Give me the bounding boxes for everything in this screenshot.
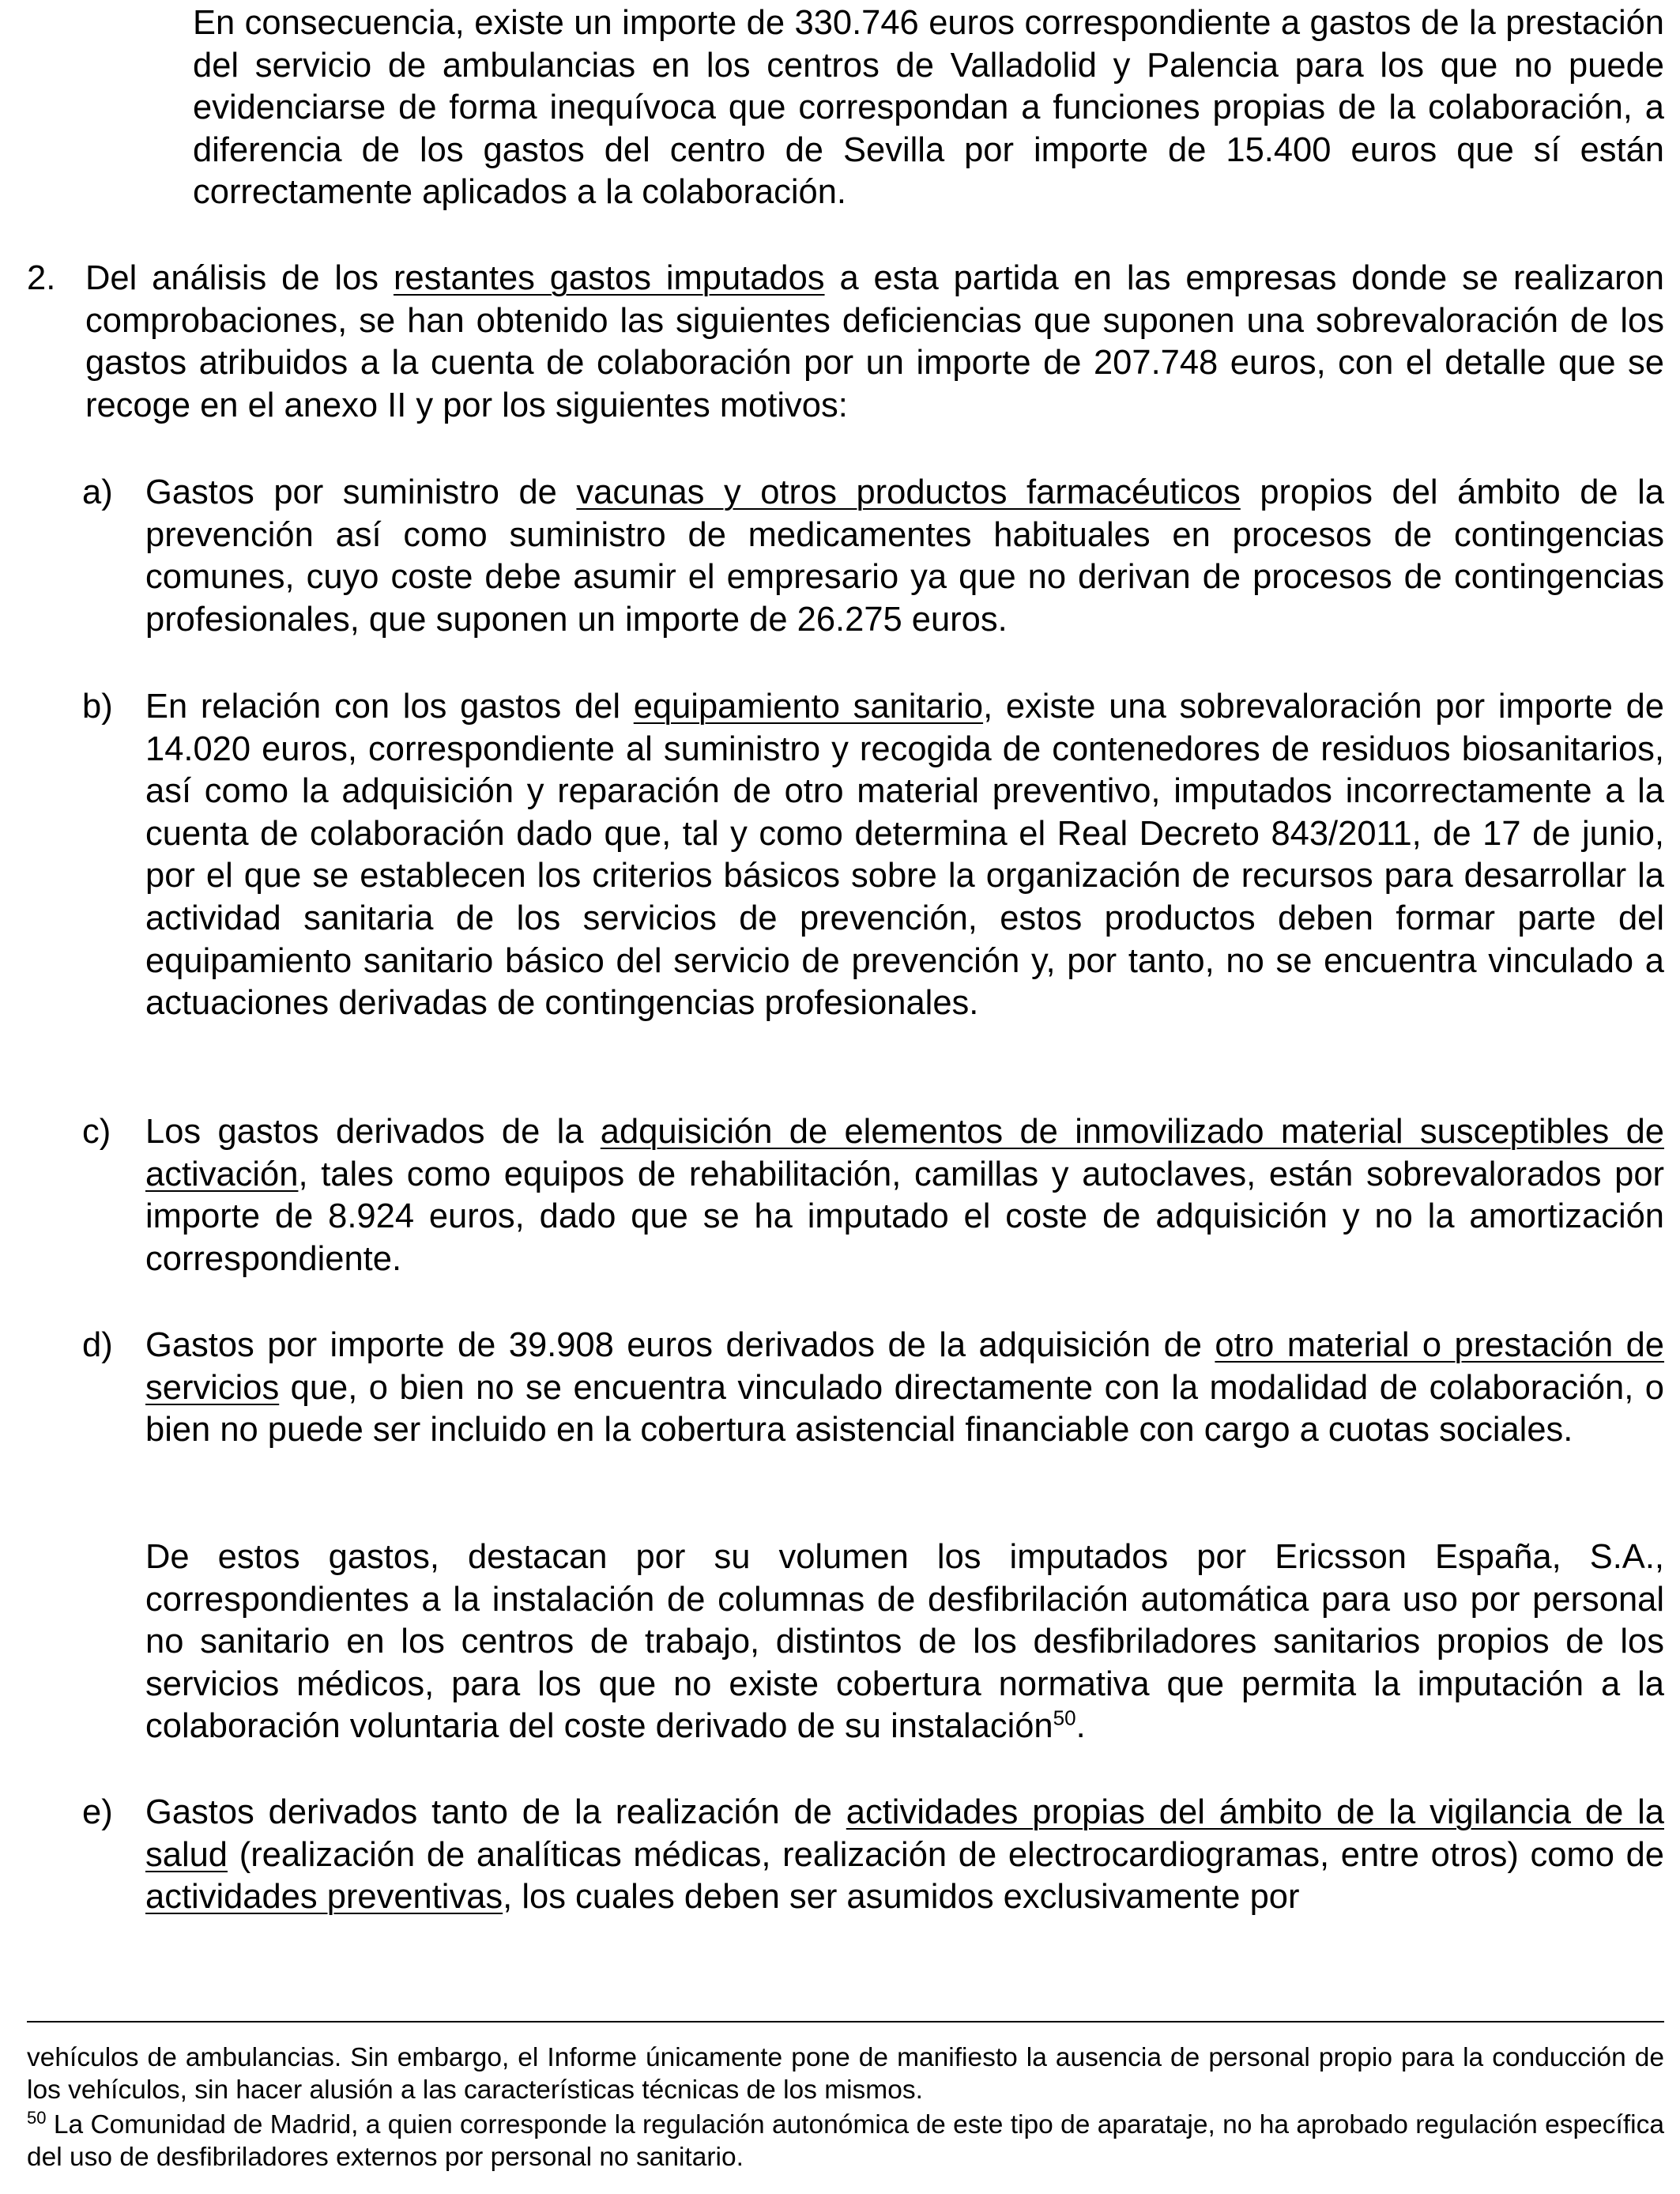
sub-item-marker: e) [82, 1793, 113, 1831]
underlined-phrase: actividades preventivas [145, 1878, 503, 1917]
item-number: 2. [27, 259, 56, 297]
footnote-separator [27, 2021, 1664, 2022]
underlined-phrase: adquisición de elementos de inmovilizado material susceptibles de activación [145, 1113, 1664, 1193]
sub-item-a-text: Gastos por suministro de vacunas y otros productos farmacéuticos propios del ámbito de la prevención así como suministro de medicamentes habituales en procesos de contingencias comunes, cuyo coste debe asumir el empresario ya que no derivan de procesos de contingencias profesionales, que suponen un importe de 26.275 euros. [145, 473, 1664, 639]
sub-item-b [82, 686, 1664, 1025]
sub-item-marker: a) [82, 473, 113, 511]
footnote-continued: vehículos de ambulancias. Sin embargo, el Informe únicamente pone de manifiesto la ausencia de personal propio para la conducción de los vehículos, sin hacer alusión a las características técnicas de los mismos. [27, 2043, 1664, 2105]
sub-item-marker: b) [82, 688, 113, 726]
footnote-number: 50 [27, 2107, 47, 2128]
footnote-50: $^{50}$ La Comunidad de Madrid, a quien corresponde la regulación autonómica de este tipo de aparataje, no ha aprobado regulación específica del uso de desfibriladores externos por personal no sanitario. [27, 2107, 1664, 2172]
underlined-phrase: actividades propias del ámbito de la vigilancia de la salud [145, 1793, 1664, 1874]
item-2-text: Del análisis de los restantes gastos imputados a esta partida en las empresas donde se realizaron comprobaciones, se han obtenido las siguientes deficiencias que suponen una sobrevaloración de los gastos atribuidos a la cuenta de colaboración por un importe de 207.748 euros, con el detalle que se recoge en el anexo II y por los siguientes motivos: [85, 259, 1664, 424]
sub-item-c [82, 1111, 1664, 1280]
sub-item-e [82, 1792, 1664, 1919]
sub-item-a [82, 472, 1664, 641]
sub-item-c-text: Los gastos derivados de la adquisición de elementos de inmovilizado material susceptibles de activación, tales como equipos de rehabilitación, camillas y autoclaves, están sobrevalorados por importe de 8.924 euros, dado que se ha imputado el coste de adquisición y no la amortización correspondiente. [145, 1113, 1664, 1278]
underlined-phrase: otro material o prestación de servicios [145, 1326, 1665, 1407]
sub-item-d-text: Gastos por importe de 39.908 euros derivados de la adquisición de otro material o prestación de servicios que, o bien no se encuentra vinculado directamente con la modalidad de colaboración, o bien no puede ser incluido en la cobertura asistencial financiable con cargo a cuotas sociales. [145, 1326, 1665, 1449]
sub-item-d [82, 1325, 1664, 1452]
intro-paragraph: En consecuencia, existe un importe de 330.746 euros correspondiente a gastos de la prestación del servicio de ambulancias en los centros de Valladolid y Palencia para los que no puede evidenciarse de forma inequívoca que correspondan a funciones propias de la colaboración, a diferencia de los gastos del centro de Sevilla por importe de 15.400 euros que sí están correctamente aplicados a la colaboración. [193, 4, 1664, 212]
underlined-phrase: vacunas y otros productos farmacéuticos [576, 473, 1241, 511]
sub-item-d-continuation: De estos gastos, destacan por su volumen los imputados por Ericsson España, S.A., correspondientes a la instalación de columnas de desfibrilación automática para uso por personal no sanitario en los centros de trabajo, distintos de los desfibriladores sanitarios propios de los servicios médicos, para los que no existe cobertura normativa que permita la imputación a la colaboración voluntaria del coste derivado de su instalación$^{50}$. [145, 1538, 1664, 1746]
footnote-reference[interactable]: 50 [1053, 1706, 1076, 1730]
list-item-2 [27, 258, 1664, 427]
sub-item-b-text: En relación con los gastos del equipamiento sanitario, existe una sobrevaloración por importe de 14.020 euros, correspondiente al suministro y recogida de contenedores de residuos biosanitarios, así como la adquisición y reparación de otro material preventivo, imputados incorrectamente a la cuenta de colaboración dado que, tal y como determina el Real Decreto 843/2011, de 17 de junio, por el que se establecen los criterios básicos sobre la organización de recursos para desarrollar la actividad sanitaria de los servicios de prevención, estos productos deben formar parte del equipamiento sanitario básico del servicio de prevención y, por tanto, no se encuentra vinculado a actuaciones derivadas de contingencias profesionales. [145, 688, 1664, 1023]
sub-item-e-text: Gastos derivados tanto de la realización de actividades propias del ámbito de la vigilancia de la salud (realización de analíticas médicas, realización de electrocardiogramas, entre otros) como de actividades preventivas, los cuales deben ser asumidos exclusivamente por [145, 1793, 1664, 1917]
sub-item-marker: d) [82, 1326, 113, 1364]
underlined-phrase: restantes gastos imputados [393, 259, 825, 297]
sub-item-marker: c) [82, 1113, 111, 1151]
underlined-phrase: equipamiento sanitario [633, 688, 984, 726]
